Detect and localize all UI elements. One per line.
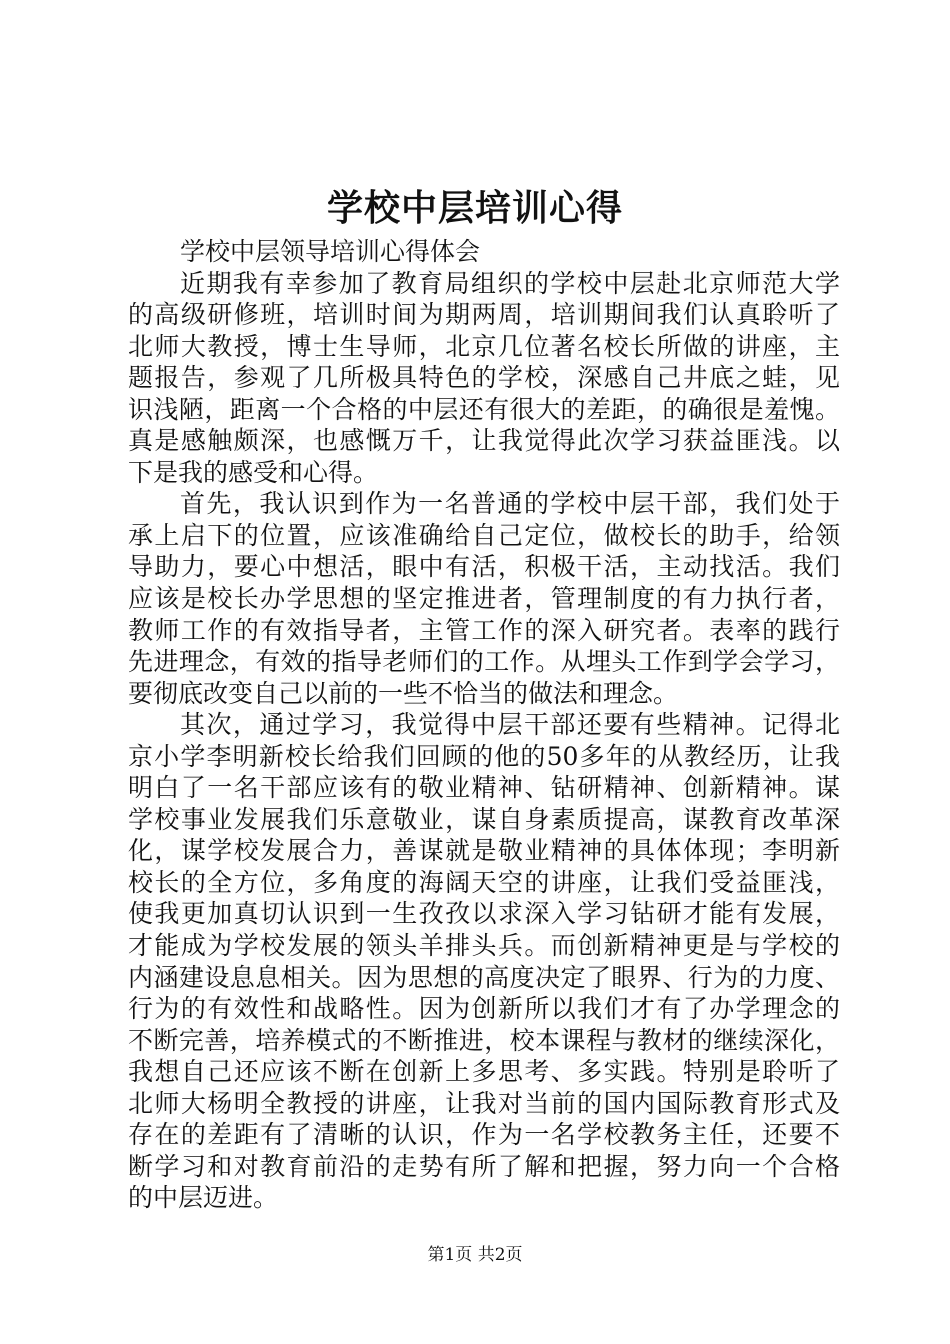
document-body bbox=[128, 236, 840, 1214]
paragraph-line: 下是我的感受和心得。 bbox=[128, 457, 379, 487]
paragraph bbox=[128, 268, 840, 489]
paragraph-line: 要彻底改变自己以前的一些不恰当的做法和理念。 bbox=[128, 678, 679, 708]
paragraph-line: 先进理念，有效的指导老师们的工作。从埋头工作到学会学习， bbox=[128, 647, 840, 677]
paragraph-line: 真是感触颇深，也感慨万千，让我觉得此次学习获益匪浅。以 bbox=[128, 426, 840, 456]
paragraph-line: 识浅陋，距离一个合格的中层还有很大的差距，的确很是羞愧。 bbox=[128, 394, 840, 424]
paragraph-line: 学校事业发展我们乐意敬业，谋自身素质提高，谋教育改革深 bbox=[128, 804, 840, 834]
paragraph-line: 承上启下的位置，应该准确给自己定位，做校长的助手，给领 bbox=[128, 520, 840, 550]
paragraph bbox=[128, 709, 840, 1214]
document-title: 学校中层培训心得 bbox=[326, 187, 623, 229]
paragraph-line: 内涵建设息息相关。因为思想的高度决定了眼界、行为的力度、 bbox=[128, 962, 840, 992]
paragraph-line: 明白了一名干部应该有的敬业精神、钻研精神、创新精神。谋 bbox=[128, 773, 840, 803]
paragraph-line: 首先，我认识到作为一名普通的学校中层干部，我们处于 bbox=[180, 489, 840, 519]
paragraph-line: 近期我有幸参加了教育局组织的学校中层赴北京师范大学 bbox=[180, 268, 840, 298]
paragraph-line: 行为的有效性和战略性。因为创新所以我们才有了办学理念的 bbox=[128, 994, 840, 1024]
paragraph-line: 存在的差距有了清晰的认识，作为一名学校教务主任，还要不 bbox=[128, 1120, 840, 1150]
paragraph-line: 的高级研修班，培训时间为期两周，培训期间我们认真聆听了 bbox=[128, 300, 840, 330]
paragraph-line: 的中层迈进。 bbox=[128, 1183, 279, 1213]
paragraph-line: 题报告，参观了几所极具特色的学校，深感自己井底之蛙，见 bbox=[128, 363, 840, 393]
paragraph-line: 我想自己还应该不断在创新上多思考、多实践。特别是聆听了 bbox=[128, 1057, 840, 1087]
paragraph-line: 应该是校长办学思想的坚定推进者，管理制度的有力执行者， bbox=[128, 584, 840, 614]
paragraph-line: 使我更加真切认识到一生孜孜以求深入学习钻研才能有发展， bbox=[128, 899, 840, 929]
paragraph-line: 不断完善，培养模式的不断推进，校本课程与教材的继续深化， bbox=[128, 1025, 840, 1055]
paragraph-line: 导助力，要心中想活，眼中有活，积极干活，主动找活。我们 bbox=[128, 552, 840, 582]
paragraph-line: 其次，通过学习，我觉得中层干部还要有些精神。记得北 bbox=[180, 710, 840, 740]
page-footer: 第1页 共2页 bbox=[427, 1245, 523, 1265]
paragraph bbox=[128, 488, 840, 709]
paragraph-line: 北师大杨明全教授的讲座，让我对当前的国内国际教育形式及 bbox=[128, 1088, 840, 1118]
paragraph-line: 化，谋学校发展合力，善谋就是敬业精神的具体体现；李明新 bbox=[128, 836, 840, 866]
paragraph-line: 北师大教授，博士生导师，北京几位著名校长所做的讲座，主 bbox=[128, 331, 840, 361]
paragraphs-container bbox=[128, 268, 840, 1214]
paragraph-line: 才能成为学校发展的领头羊排头兵。而创新精神更是与学校的 bbox=[128, 931, 840, 961]
document-subtitle: 学校中层领导培训心得体会 bbox=[180, 237, 481, 266]
paragraph-line: 校长的全方位，多角度的海阔天空的讲座，让我们受益匪浅， bbox=[128, 867, 840, 897]
paragraph-line: 京小学李明新校长给我们回顾的他的50多年的从教经历，让我 bbox=[128, 741, 840, 771]
paragraph-line: 断学习和对教育前沿的走势有所了解和把握，努力向一个合格 bbox=[128, 1151, 840, 1181]
paragraph-line: 教师工作的有效指导者，主管工作的深入研究者。表率的践行 bbox=[128, 615, 840, 645]
